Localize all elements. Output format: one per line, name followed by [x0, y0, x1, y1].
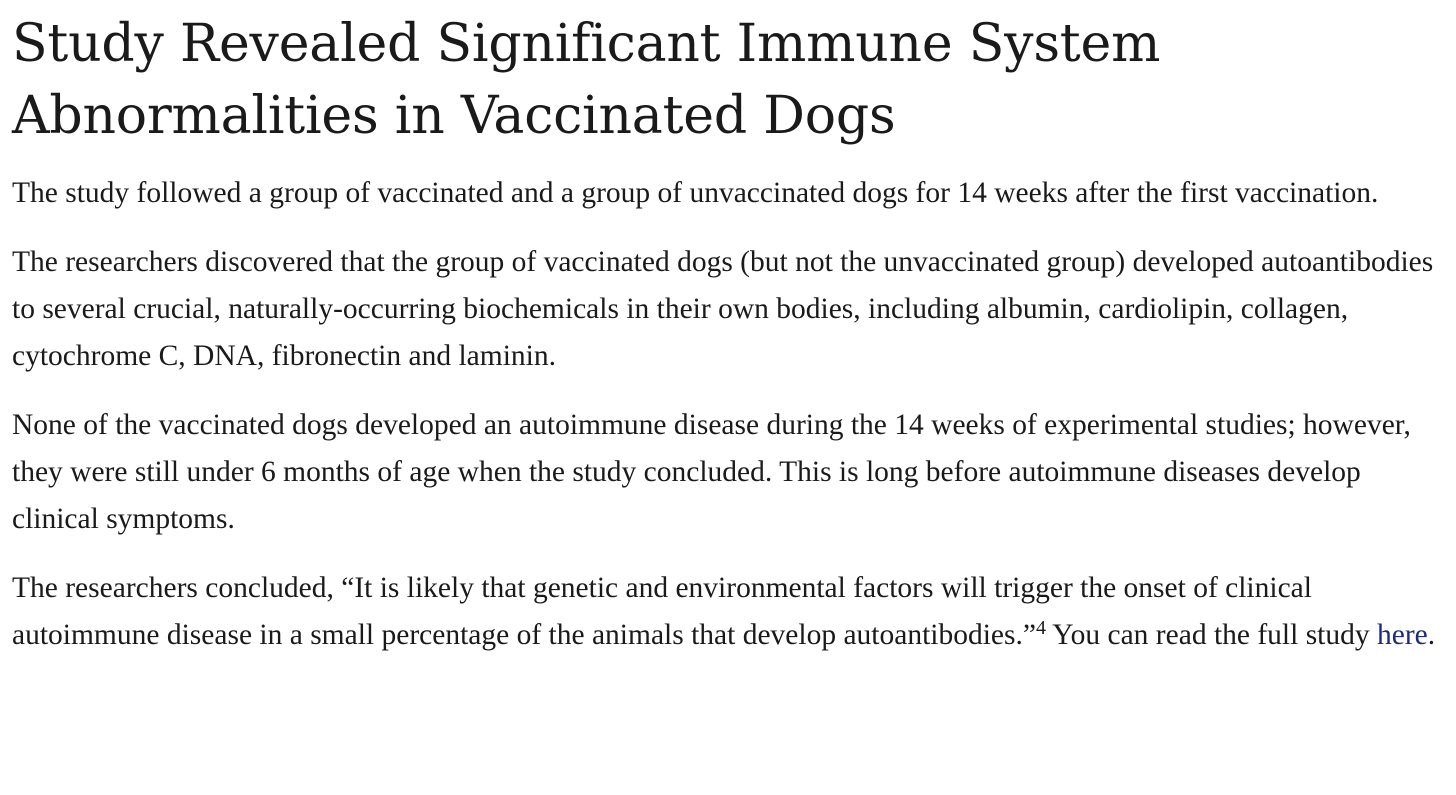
full-study-link[interactable]: here [1377, 619, 1428, 651]
footnote-reference: 4 [1035, 617, 1046, 639]
paragraph-conclusion [12, 565, 1448, 659]
article-body [12, 8, 1448, 681]
conclusion-middle-text: You can read the full study [1045, 619, 1377, 651]
paragraph-autoantibodies: The researchers discovered that the group of vaccinated dogs (but not the unvaccinated group) developed autoantibodies to several crucial, naturally-occurring biochemicals in their own bodies, including albumin, cardiolipin, collagen, cytochrome C, DNA, fibronectin and laminin. [12, 246, 1434, 372]
paragraph-study-overview: The study followed a group of vaccinated and a group of unvaccinated dogs for 14 weeks after the first vaccination. [12, 177, 1379, 209]
headline-line-1: Study Revealed Significant Immune System [12, 14, 1161, 74]
article-headline [12, 8, 1448, 152]
headline-line-2: Abnormalities in Vaccinated Dogs [12, 86, 896, 146]
paragraph-no-disease: None of the vaccinated dogs developed an autoimmune disease during the 14 weeks of experimental studies; however, they were still under 6 months of age when the study concluded. This is long before autoimmune diseases develop clinical symptoms. [12, 409, 1411, 535]
conclusion-end-text: . [1427, 619, 1436, 651]
conclusion-quote-text: The researchers concluded, “It is likely that genetic and environmental factors will trigger the onset of clinical autoimmune disease in a small percentage of the animals that develop autoantibodies.” [12, 572, 1312, 651]
